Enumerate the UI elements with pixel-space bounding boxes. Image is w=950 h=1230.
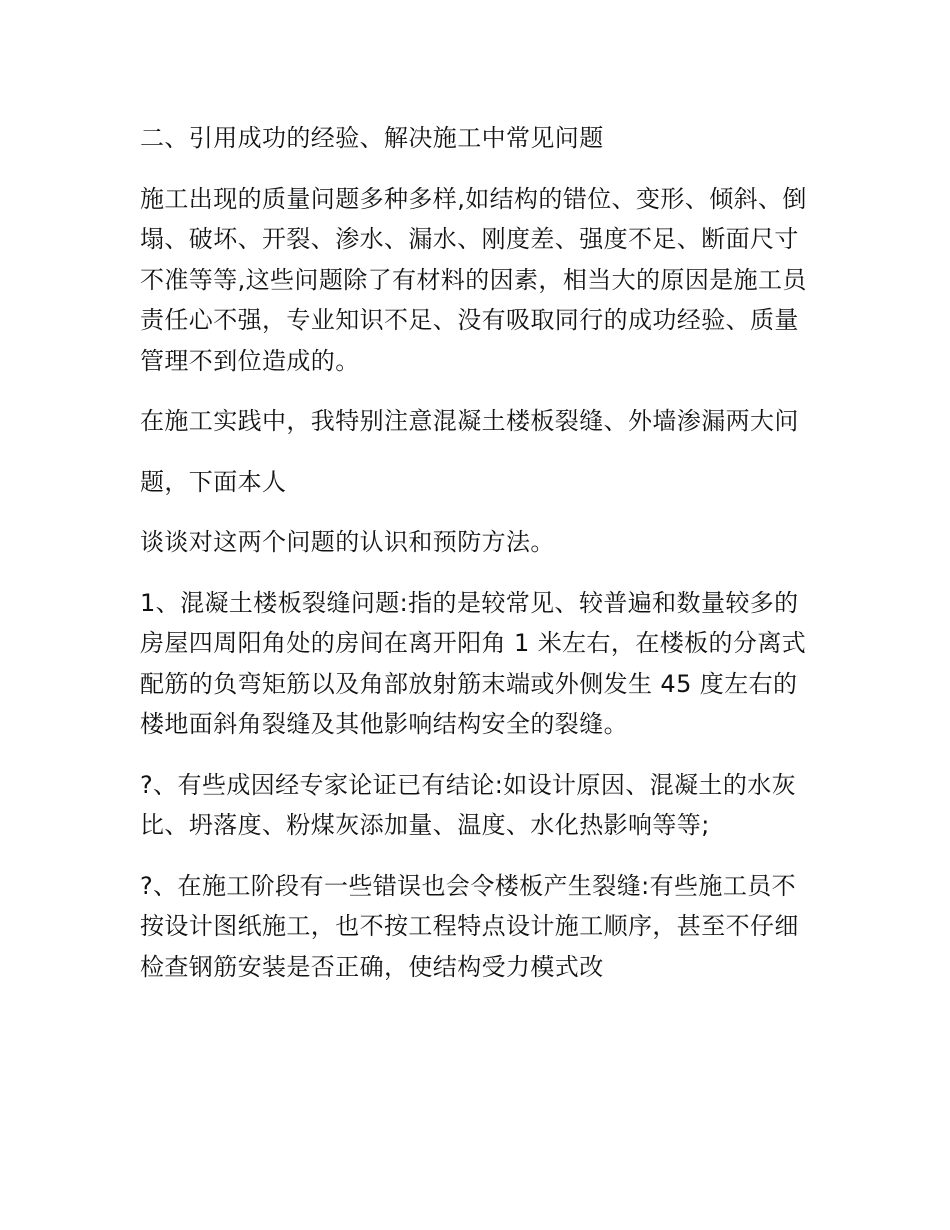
paragraph-discussion-intro: 谈谈对这两个问题的认识和预防方法。 (140, 528, 555, 556)
paragraph-construction-errors: ?、在施工阶段有一些错误也会令楼板产生裂缝:有些施工员不按设计图纸施工，也不按工程特点设计施工顺序，甚至不仔细检查钢筋安装是否正确，使结构受力模式改 (140, 871, 799, 981)
document-page (140, 118, 820, 987)
paragraph-practice-continued: 题，下面本人 (140, 467, 287, 496)
paragraph-floor-slab-cracks: 1、混凝土楼板裂缝问题:指的是较常见、较普遍和数量较多的房屋四周阳角处的房间在离开阳角 1 米左右，在楼板的分离式配筋的负弯矩筋以及角部放射筋末端或外侧发生 45 度左右的楼地面斜角裂缝及其他影响结构安全的裂缝。 (140, 588, 807, 738)
paragraph-practice-intro: 在施工实践中，我特别注意混凝土楼板裂缝、外墙渗漏两大问 (140, 407, 799, 435)
section-heading: 二、引用成功的经验、解决施工中常见问题 (140, 124, 604, 152)
paragraph-quality-problems: 施工出现的质量问题多种多样,如结构的错位、变形、倾斜、倒塌、破坏、开裂、渗水、漏水、刚度差、强度不足、断面尺寸不准等等,这些问题除了有材料的因素，相当大的原因是施工员责任心不强，专业知识不足、没有吸取同行的成功经验、质量管理不到位造成的。 (140, 184, 807, 375)
paragraph-expert-conclusions: ?、有些成因经专家论证已有结论:如设计原因、混凝土的水灰比、坍落度、粉煤灰添加量、温度、水化热影响等等; (140, 770, 797, 839)
